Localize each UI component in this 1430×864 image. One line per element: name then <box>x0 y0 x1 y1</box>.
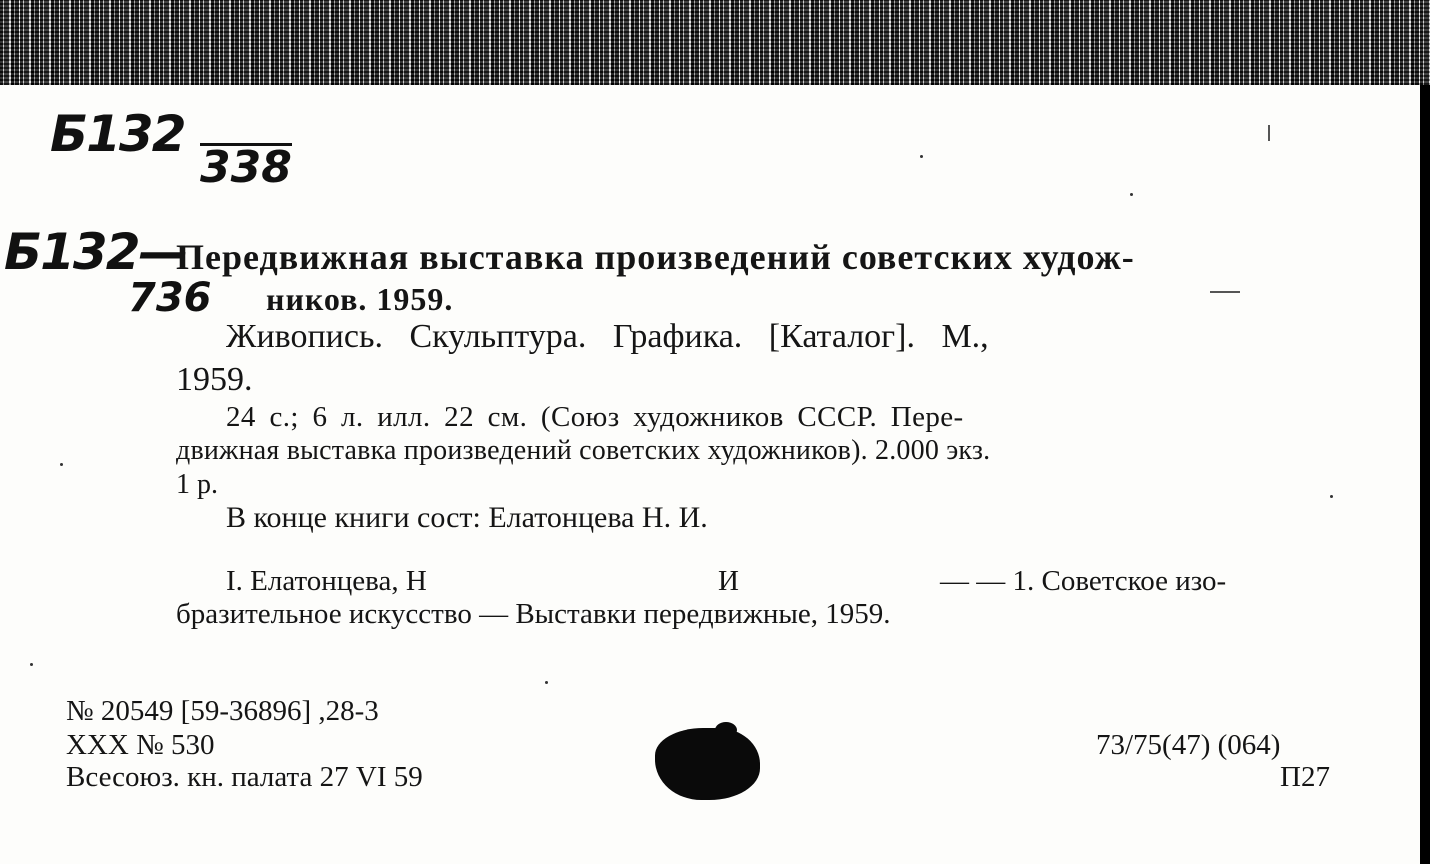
scan-right-edge <box>1420 85 1430 864</box>
scan-top-band <box>0 0 1430 85</box>
entry-tracing-line1-a: I. Елатонцева, Н <box>226 565 427 597</box>
footer-left-line3: Всесоюз. кн. палата 27 VI 59 <box>66 761 423 793</box>
entry-subtitle-line1 <box>226 318 1351 356</box>
scan-speck <box>920 155 923 158</box>
footer-right-line2: П27 <box>1280 761 1330 793</box>
entry-note: В конце книги сост: Елатонцева Н. И. <box>226 501 708 534</box>
ink-blot <box>655 728 760 800</box>
entry-tracing-line1-b: И <box>718 565 739 597</box>
entry-collation-line2: движная выставка произведений советских художников). 2.000 экз. <box>176 435 991 466</box>
scan-speck <box>1330 495 1333 498</box>
entry-subtitle-text: Живопись. Скульптура. Графика. [Каталог]. М., <box>226 318 989 355</box>
entry-tracing-line2: бразительное искусство — Выставки передвижные, 1959. <box>176 598 891 630</box>
entry-subtitle-line2: 1959. <box>176 361 253 398</box>
scan-speck <box>30 663 33 666</box>
entry-collation-line1: 24 с.; 6 л. илл. 22 см. (Союз художников СССР. Пере- <box>226 401 964 433</box>
entry-tracing-line1-c: — — 1. Советское изо- <box>940 565 1227 597</box>
shelfmark-left-sub <box>128 275 212 321</box>
footer-left-line1: № 20549 [59-36896] ,28-3 <box>66 695 379 727</box>
footer-right-line1: 73/75(47) (064) <box>1096 729 1281 761</box>
entry-title-line1: Передвижная выставка произведений советских худож- <box>176 237 1135 277</box>
shelfmark-top-sub-text: 338 <box>200 142 292 193</box>
shelfmark-left-main: Б132— <box>4 223 187 281</box>
shelfmark-top-sub <box>200 142 292 193</box>
scan-speck <box>1130 193 1133 196</box>
scan-mark <box>1210 291 1240 293</box>
entry-collation-line3: 1 р. <box>176 469 218 500</box>
shelfmark-left-sub-text: 736 <box>128 275 212 321</box>
entry-title-line2: ников. 1959. <box>266 281 454 317</box>
shelfmark-top <box>50 105 184 163</box>
scan-mark <box>1268 125 1270 141</box>
shelfmark-left <box>4 223 186 281</box>
shelfmark-top-main: Б132 <box>50 105 185 163</box>
footer-left-line2: XXX № 530 <box>66 729 215 761</box>
scan-speck <box>545 681 548 684</box>
scan-speck <box>60 463 63 466</box>
